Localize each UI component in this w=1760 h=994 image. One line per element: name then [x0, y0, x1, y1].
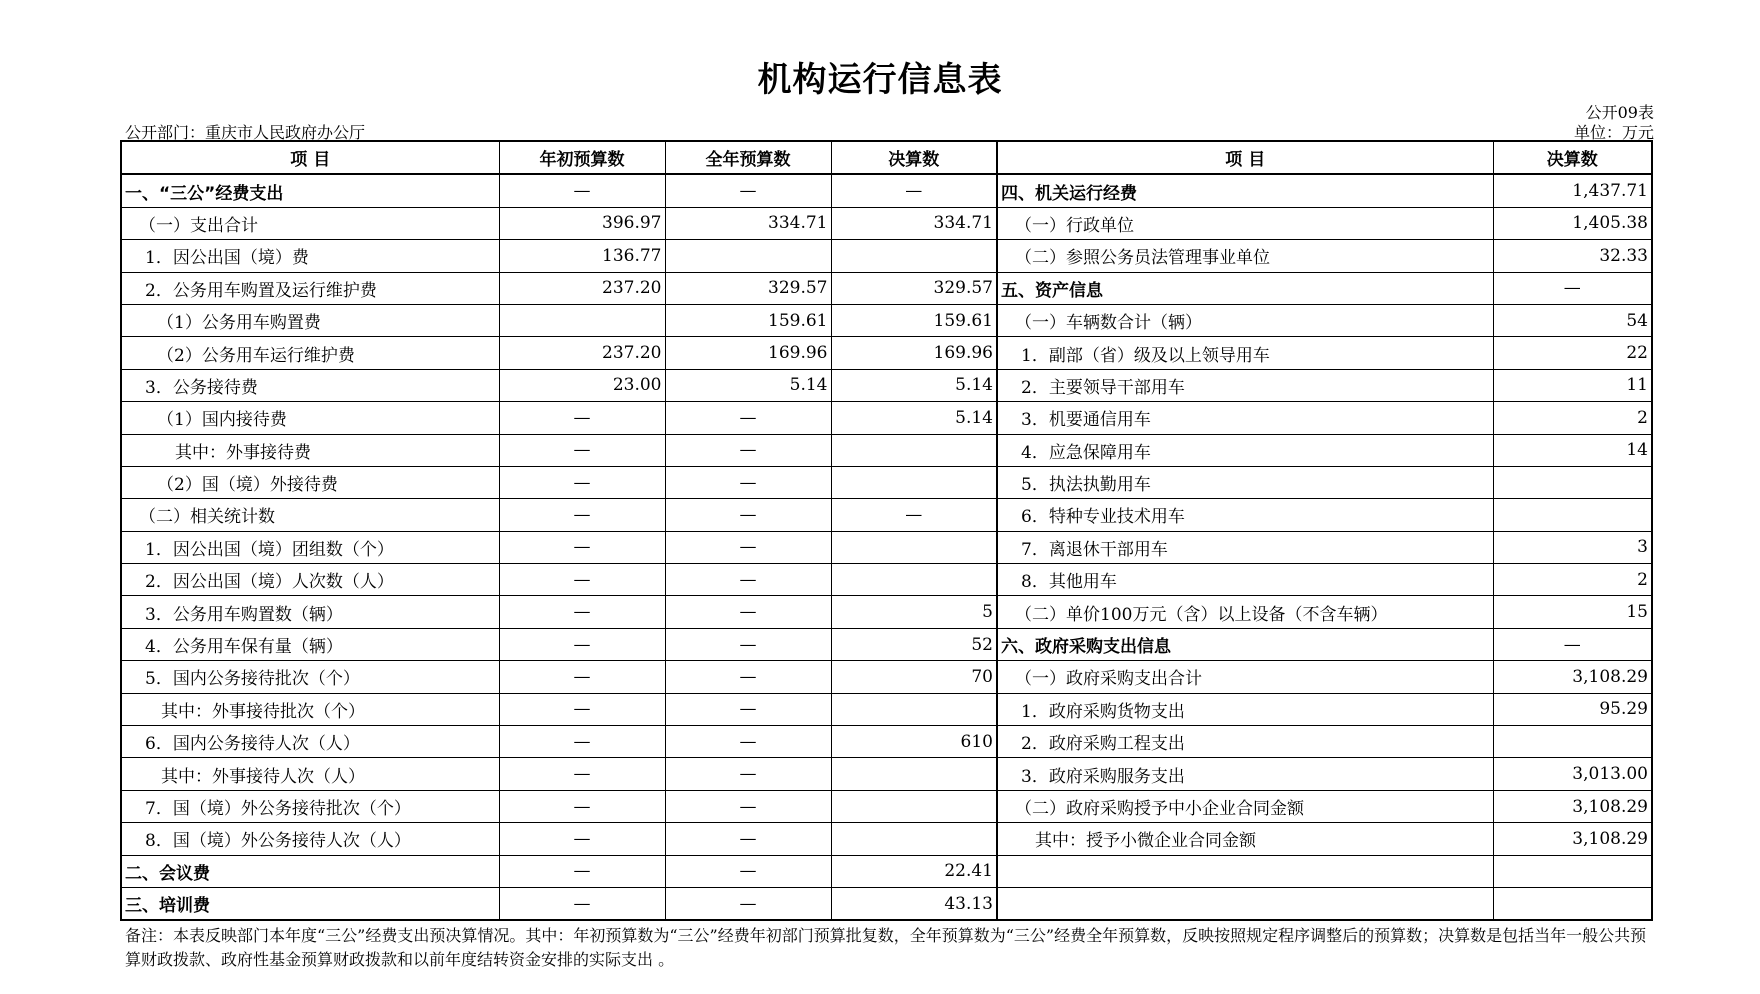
right-final-cell: 3	[1493, 531, 1652, 563]
final-account-cell: 52	[831, 628, 997, 660]
right-item-cell: 五、资产信息	[997, 272, 1493, 304]
initial-budget-cell: —	[499, 466, 665, 498]
right-final-cell: 3,108.29	[1493, 790, 1652, 822]
table-row	[121, 693, 1652, 725]
left-item-cell: （2）国（境）外接待费	[121, 466, 499, 498]
left-item-cell: 其中：外事接待人次（人）	[121, 758, 499, 790]
final-account-cell: 5.14	[831, 402, 997, 434]
table-row	[121, 758, 1652, 790]
right-final-cell: 3,108.29	[1493, 823, 1652, 855]
left-item-cell: 一、“三公”经费支出	[121, 174, 499, 207]
annual-budget-cell: —	[665, 564, 831, 596]
left-item-cell: 2．因公出国（境）人次数（人）	[121, 564, 499, 596]
final-account-cell: 169.96	[831, 337, 997, 369]
header-final-account: 决算数	[831, 141, 997, 174]
table-row	[121, 434, 1652, 466]
left-item-cell: 8．国（境）外公务接待人次（人）	[121, 823, 499, 855]
right-final-cell: 14	[1493, 434, 1652, 466]
initial-budget-cell: —	[499, 564, 665, 596]
left-item-cell: （1）公务用车购置费	[121, 304, 499, 336]
left-item-cell: 5．国内公务接待批次（个）	[121, 661, 499, 693]
right-item-cell: 2．主要领导干部用车	[997, 369, 1493, 401]
initial-budget-cell: —	[499, 758, 665, 790]
right-final-cell	[1493, 499, 1652, 531]
left-item-cell: 3．公务用车购置数（辆）	[121, 596, 499, 628]
table-row	[121, 887, 1652, 920]
table-row	[121, 304, 1652, 336]
initial-budget-cell: —	[499, 531, 665, 563]
final-account-cell: 329.57	[831, 272, 997, 304]
annual-budget-cell: —	[665, 466, 831, 498]
final-account-cell: 5	[831, 596, 997, 628]
annual-budget-cell: —	[665, 661, 831, 693]
right-final-cell: 11	[1493, 369, 1652, 401]
right-final-cell: 3,108.29	[1493, 661, 1652, 693]
final-account-cell	[831, 434, 997, 466]
final-account-cell	[831, 790, 997, 822]
header-right-item: 项 目	[997, 141, 1493, 174]
header-row	[121, 141, 1652, 174]
table-row	[121, 661, 1652, 693]
header-annual-budget: 全年预算数	[665, 141, 831, 174]
right-final-cell	[1493, 466, 1652, 498]
table-code: 公开09表	[1585, 103, 1654, 122]
left-item-cell: 二、会议费	[121, 855, 499, 887]
table-row	[121, 531, 1652, 563]
initial-budget-cell: —	[499, 855, 665, 887]
right-final-cell	[1493, 726, 1652, 758]
initial-budget-cell: —	[499, 402, 665, 434]
right-final-cell: 2	[1493, 564, 1652, 596]
initial-budget-cell: —	[499, 596, 665, 628]
final-account-cell	[831, 240, 997, 272]
final-account-cell	[831, 758, 997, 790]
right-item-cell: 5．执法执勤用车	[997, 466, 1493, 498]
table-row	[121, 790, 1652, 822]
final-account-cell	[831, 531, 997, 563]
table-row	[121, 564, 1652, 596]
table-row	[121, 207, 1652, 239]
final-account-cell	[831, 564, 997, 596]
left-item-cell: 3．公务接待费	[121, 369, 499, 401]
initial-budget-cell: 396.97	[499, 207, 665, 239]
annual-budget-cell: 159.61	[665, 304, 831, 336]
left-item-cell: 7．国（境）外公务接待批次（个）	[121, 790, 499, 822]
initial-budget-cell: —	[499, 790, 665, 822]
left-item-cell: 1．因公出国（境）费	[121, 240, 499, 272]
right-final-cell: 3,013.00	[1493, 758, 1652, 790]
right-item-cell: 7．离退休干部用车	[997, 531, 1493, 563]
right-item-cell: 3．政府采购服务支出	[997, 758, 1493, 790]
initial-budget-cell: —	[499, 726, 665, 758]
right-item-cell: 1．政府采购货物支出	[997, 693, 1493, 725]
right-final-cell: —	[1493, 272, 1652, 304]
table-row	[121, 369, 1652, 401]
final-account-cell: 70	[831, 661, 997, 693]
left-item-cell: 6．国内公务接待人次（人）	[121, 726, 499, 758]
left-item-cell: 2．公务用车购置及运行维护费	[121, 272, 499, 304]
department-label: 公开部门：重庆市人民政府办公厅	[125, 123, 366, 142]
table-row	[121, 855, 1652, 887]
right-final-cell: 95.29	[1493, 693, 1652, 725]
final-account-cell: —	[831, 174, 997, 207]
right-final-cell: 22	[1493, 337, 1652, 369]
left-item-cell: 其中：外事接待批次（个）	[121, 693, 499, 725]
table-row	[121, 174, 1652, 207]
initial-budget-cell: 136.77	[499, 240, 665, 272]
left-item-cell: （一）支出合计	[121, 207, 499, 239]
right-item-cell	[997, 855, 1493, 887]
initial-budget-cell: —	[499, 434, 665, 466]
page-title: 机构运行信息表	[757, 60, 1003, 100]
final-account-cell	[831, 466, 997, 498]
annual-budget-cell: —	[665, 499, 831, 531]
initial-budget-cell: —	[499, 823, 665, 855]
right-final-cell: 1,405.38	[1493, 207, 1652, 239]
right-item-cell: 六、政府采购支出信息	[997, 628, 1493, 660]
annual-budget-cell: 329.57	[665, 272, 831, 304]
initial-budget-cell: 237.20	[499, 337, 665, 369]
right-item-cell: 四、机关运行经费	[997, 174, 1493, 207]
footnote: 备注：本表反映部门本年度“三公”经费支出预决算情况。其中：年初预算数为“三公”经费年初部门预算批复数，全年预算数为“三公”经费全年预算数，反映按照规定程序调整后的预算数；决算数是包括当年一般公共预算财政拨款、政府性基金预算财政拨款和以前年度结转资金安排的实际支出 。	[125, 926, 1647, 969]
initial-budget-cell: —	[499, 174, 665, 207]
annual-budget-cell: —	[665, 531, 831, 563]
table-row	[121, 240, 1652, 272]
left-item-cell: 其中：外事接待费	[121, 434, 499, 466]
left-item-cell: 4．公务用车保有量（辆）	[121, 628, 499, 660]
right-item-cell: 8．其他用车	[997, 564, 1493, 596]
right-item-cell: （一）车辆数合计（辆）	[997, 304, 1493, 336]
right-item-cell: （二）单价100万元（含）以上设备（不含车辆）	[997, 596, 1493, 628]
annual-budget-cell: 169.96	[665, 337, 831, 369]
left-item-cell: （1）国内接待费	[121, 402, 499, 434]
right-item-cell: 4．应急保障用车	[997, 434, 1493, 466]
table-body	[121, 174, 1652, 920]
right-final-cell: —	[1493, 628, 1652, 660]
right-item-cell: （一）行政单位	[997, 207, 1493, 239]
right-final-cell	[1493, 855, 1652, 887]
left-item-cell: （二）相关统计数	[121, 499, 499, 531]
left-item-cell: 1．因公出国（境）团组数（个）	[121, 531, 499, 563]
annual-budget-cell: —	[665, 596, 831, 628]
final-account-cell: 159.61	[831, 304, 997, 336]
initial-budget-cell: —	[499, 693, 665, 725]
final-account-cell	[831, 823, 997, 855]
annual-budget-cell: —	[665, 887, 831, 920]
annual-budget-cell: —	[665, 174, 831, 207]
table-row	[121, 272, 1652, 304]
right-item-cell: （二）参照公务员法管理事业单位	[997, 240, 1493, 272]
right-item-cell: 2．政府采购工程支出	[997, 726, 1493, 758]
initial-budget-cell: —	[499, 499, 665, 531]
annual-budget-cell: —	[665, 758, 831, 790]
annual-budget-cell: —	[665, 402, 831, 434]
right-final-cell: 32.33	[1493, 240, 1652, 272]
table-row	[121, 337, 1652, 369]
right-final-cell	[1493, 887, 1652, 920]
right-item-cell: 1．副部（省）级及以上领导用车	[997, 337, 1493, 369]
unit-label: 单位：万元	[1573, 123, 1654, 142]
right-final-cell: 2	[1493, 402, 1652, 434]
left-item-cell: （2）公务用车运行维护费	[121, 337, 499, 369]
initial-budget-cell: —	[499, 887, 665, 920]
right-item-cell	[997, 887, 1493, 920]
annual-budget-cell: 5.14	[665, 369, 831, 401]
table-row	[121, 726, 1652, 758]
annual-budget-cell	[665, 240, 831, 272]
annual-budget-cell: —	[665, 434, 831, 466]
initial-budget-cell: —	[499, 661, 665, 693]
right-final-cell: 1,437.71	[1493, 174, 1652, 207]
annual-budget-cell: 334.71	[665, 207, 831, 239]
table-row	[121, 823, 1652, 855]
right-item-cell: （一）政府采购支出合计	[997, 661, 1493, 693]
right-item-cell: 3．机要通信用车	[997, 402, 1493, 434]
header-right-final: 决算数	[1493, 141, 1652, 174]
header-left-item: 项 目	[121, 141, 499, 174]
table-row	[121, 466, 1652, 498]
initial-budget-cell: 23.00	[499, 369, 665, 401]
right-item-cell: 其中：授予小微企业合同金额	[997, 823, 1493, 855]
initial-budget-cell: —	[499, 628, 665, 660]
annual-budget-cell: —	[665, 823, 831, 855]
annual-budget-cell: —	[665, 855, 831, 887]
right-final-cell: 15	[1493, 596, 1652, 628]
right-item-cell: （二）政府采购授予中小企业合同金额	[997, 790, 1493, 822]
final-account-cell	[831, 693, 997, 725]
final-account-cell: —	[831, 499, 997, 531]
final-account-cell: 22.41	[831, 855, 997, 887]
table-row	[121, 499, 1652, 531]
right-final-cell: 54	[1493, 304, 1652, 336]
final-account-cell: 334.71	[831, 207, 997, 239]
table-row	[121, 402, 1652, 434]
final-account-cell: 43.13	[831, 887, 997, 920]
right-item-cell: 6．特种专业技术用车	[997, 499, 1493, 531]
final-account-cell: 610	[831, 726, 997, 758]
final-account-cell: 5.14	[831, 369, 997, 401]
table-row	[121, 596, 1652, 628]
initial-budget-cell	[499, 304, 665, 336]
annual-budget-cell: —	[665, 693, 831, 725]
annual-budget-cell: —	[665, 790, 831, 822]
header-initial-budget: 年初预算数	[499, 141, 665, 174]
initial-budget-cell: 237.20	[499, 272, 665, 304]
info-table	[120, 140, 1653, 921]
left-item-cell: 三、培训费	[121, 887, 499, 920]
annual-budget-cell: —	[665, 628, 831, 660]
annual-budget-cell: —	[665, 726, 831, 758]
table-row	[121, 628, 1652, 660]
